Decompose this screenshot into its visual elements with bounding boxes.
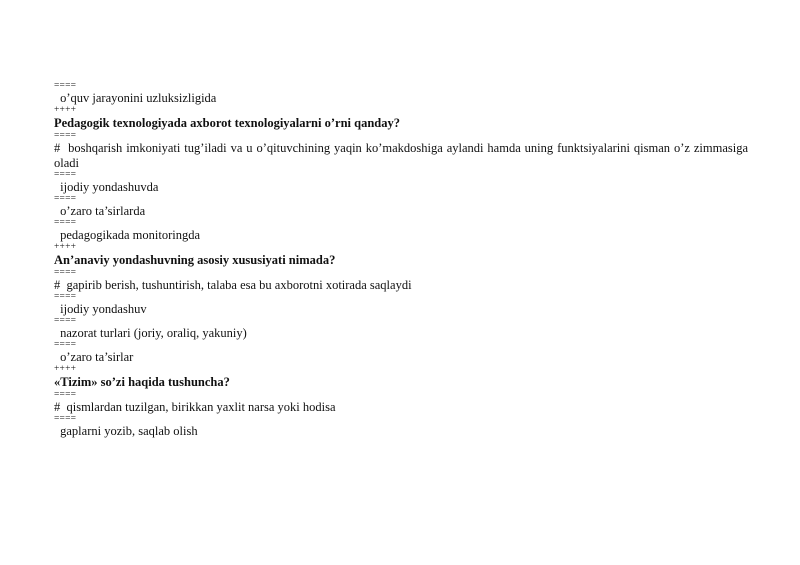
answer-option: gaplarni yozib, saqlab olish: [57, 424, 198, 438]
separator: ====: [54, 81, 77, 91]
separator: ++++: [54, 105, 77, 115]
separator: ====: [54, 194, 77, 204]
document-page: [54, 81, 752, 439]
separator: ====: [54, 390, 77, 400]
separator: ====: [54, 292, 77, 302]
answer-option: pedagogikada monitoringda: [57, 228, 201, 242]
answer-option: o’zaro ta’sirlar: [57, 350, 134, 364]
answer-option: nazorat turlari (joriy, oraliq, yakuniy): [57, 326, 247, 340]
answer-option: o’zaro ta’sirlarda: [57, 204, 146, 218]
separator: ++++: [54, 364, 77, 374]
answer-option: o’quv jarayonini uzluksizligida: [57, 91, 217, 105]
separator: ====: [54, 218, 77, 228]
separator: ====: [54, 340, 77, 350]
correct-answer: # boshqarish imkoniyati tug’iladi va u o’qituvchining yaqin ko’makdoshiga aylandi hamda uning funktsiyalarini qisman o’z zimmasiga oladi: [54, 141, 752, 170]
correct-answer: # qismlardan tuzilgan, birikkan yaxlit narsa yoki hodisa: [54, 400, 336, 414]
question-text: «Tizim» so’zi haqida tushuncha?: [54, 375, 230, 389]
separator: ====: [54, 170, 77, 180]
answer-option: ijodiy yondashuv: [57, 302, 147, 316]
question-text: Pedagogik texnologiyada axborot texnologiyalarni o’rni qanday?: [54, 116, 400, 130]
correct-answer: # gapirib berish, tushuntirish, talaba esa bu axborotni xotirada saqlaydi: [54, 278, 412, 292]
question-text: An’anaviy yondashuvning asosiy xususiyati nimada?: [54, 253, 336, 267]
separator: ====: [54, 316, 77, 326]
separator: ====: [54, 414, 77, 424]
separator: ====: [54, 268, 77, 278]
separator: ++++: [54, 242, 77, 252]
separator: ====: [54, 131, 77, 141]
answer-option: ijodiy yondashuvda: [57, 180, 159, 194]
